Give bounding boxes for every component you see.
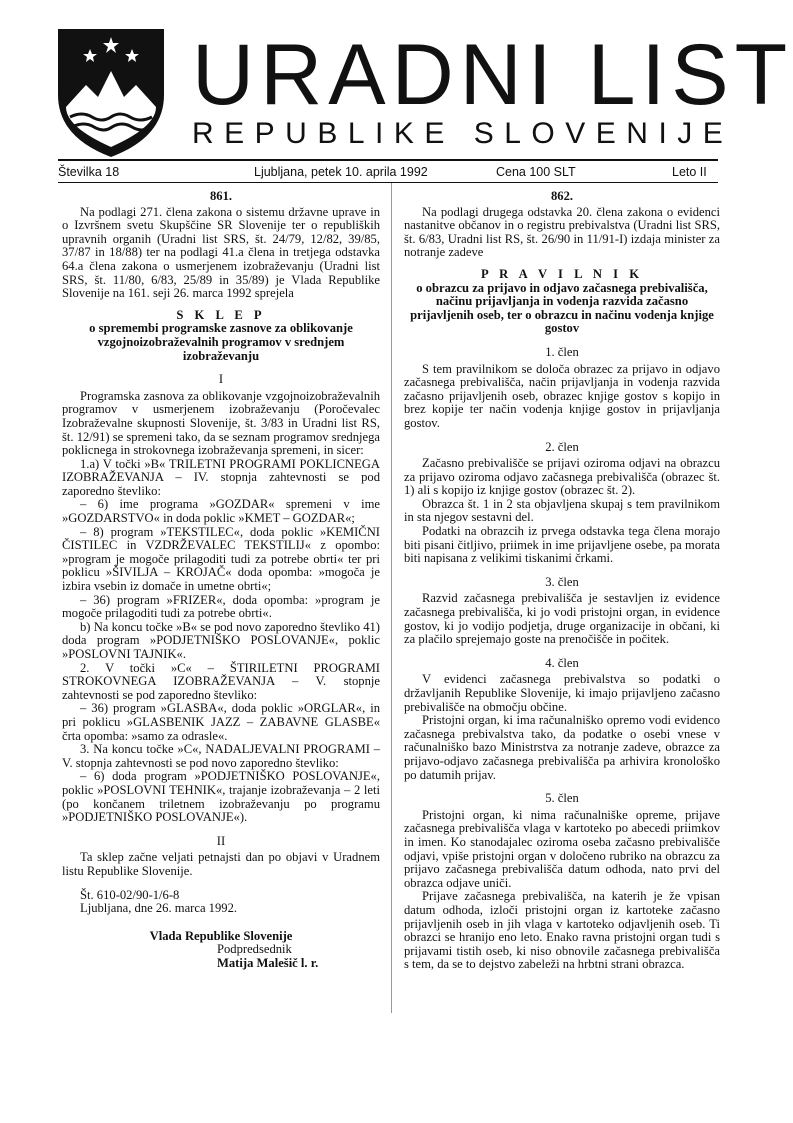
document-number: 861.	[209, 189, 233, 203]
issue-date: Ljubljana, dne 26. marca 1992.	[80, 901, 238, 916]
masthead-subtitle: REPUBLIKE SLOVENIJE	[192, 117, 734, 150]
paragraph: S tem pravilnikom se določa obrazec za prijavo in odjavo začasnega prebivališča, način prijavljanja in vodenja razvida začasno prijavljenih oseb, obrazec knjige gostov s kopijo in brez kopije ter način vodenja knjige gostov in prijavljanja gostov.	[404, 361, 720, 430]
paragraph: Pristojni organ, ki ima računalniško opremo vodi evidenco začasnega prebivalstva tako, da podatke o osebi vnese v računalniško bazo Ministrstva za notranje zadeve, obrazce za prijavo-odjavo začasnega prebivališča pa arhivira kronološko po datumih prijav.	[404, 713, 720, 782]
paragraph: Razvid začasnega prebivališča je sestavljen iz evidence začasnega prebivališča, ki jo vodi pristojni organ, in evidence gostov, ki jo vodijo podjetja, druge organizacije in občani, ki za plačilo sprejemajo goste na prenočišče in počitek.	[404, 591, 720, 647]
section-heading: I	[218, 372, 224, 387]
issue-number: Številka 18	[58, 165, 120, 179]
signatory-body: Vlada Republike Slovenije	[149, 928, 293, 943]
masthead-rule	[58, 159, 718, 161]
paragraph: 3. Na koncu točke »C«, NADALJEVALNI PROGRAMI – V. stopnja zahtevnosti se pod novo zaporedno števliko:	[62, 742, 380, 770]
paragraph: Obrazca št. 1 in 2 sta objavljena skupaj s tem pravilnikom in sta njegov sestavni del.	[404, 496, 720, 525]
preamble: Na podlagi drugega odstavka 20. člena zakona o evidenci nastanitve občanov in o registru prebivalstva (Uradni list SRS, št. 6/83, Uradni list RS, št. 26/90 in 11/91-I) izdaja minister za notranje zadeve	[404, 204, 720, 260]
document-number: 862.	[550, 189, 574, 203]
paragraph: Programska zasnova za oblikovanje vzgojnoizobraževalnih programov v usmerjenem izobraževanju (Poročevalec Izobraževalne skupnosti Slovenije, št. 3/83 in Uradni list RS, št. 12/91) se spremeni tako, da se seznam programov srednjega poklicnega in strokovnega izobraževanja spremeni, in sicer:	[62, 388, 380, 458]
paragraph: b) Na koncu točke »B« se pod novo zaporedno števliko 41) doda program »PODJETNIŠKO POSLOVANJE«, poklic »POSLOVNI TAJNIK«.	[62, 619, 380, 661]
paragraph: Prijave začasnega prebivališča, na katerih je že vpisan datum odhoda, izloči pristojni organ iz kartoteke začasno prijavljenih oseb in jih vlaga v kartoteko odjavljenih oseb. Ti obrazci se hranijo eno leto. Enako ravna pristojni organ tudi s prijavami tistih oseb, ki niso obnovile začasnega prebivališča s tem, da se to dejstvo zabeleži na hrbtni strani obrazca.	[404, 889, 720, 972]
paragraph: 1.a) V točki »B« TRILETNI PROGRAMI POKLICNEGA IZOBRAŽEVANJA – IV. stopnja zahtevnosti se pod zaporedno števliko:	[62, 456, 380, 498]
signatory-name: Matija Malešič l. r.	[217, 955, 319, 970]
price: Cena 100 SLT	[496, 165, 576, 179]
document-subtitle: o spremembi programske zasnove za oblikovanje vzgojnoizobraževalnih programov v srednjem izobraževanju	[89, 321, 353, 363]
right-column	[404, 190, 720, 972]
reference-number: Št. 610-02/90-1/6-8	[80, 887, 180, 902]
signatory-role: Podpredsednik	[217, 942, 292, 957]
paragraph: 2. V točki »C« – ŠTIRILETNI PROGRAMI STROKOVNEGA IZOBRAŽEVANJA – V. stopnje zahtevnosti se pod zaporedno števliko:	[62, 660, 380, 702]
year: Leto II	[672, 165, 707, 179]
section-heading: II	[216, 833, 226, 848]
article-heading: 2. člen	[545, 439, 579, 454]
left-column	[62, 190, 380, 970]
paragraph: Podatki na obrazcih iz prvega odstavka tega člena morajo biti pisani čitljivo, priimek in ime prijavljene osebe, pa morata biti napisana z velikimi tiskanimi črkami.	[404, 524, 720, 566]
masthead-title: URADNI LIST	[192, 27, 793, 123]
preamble: Na podlagi 271. člena zakona o sistemu državne uprave in o Izvršnem svetu Skupščine SR Slovenije ter o republiških upravnih organih (Uradni list SRS, št. 24/79, 12/82, 39/85, 37/87 in 18/88) ter na podlagi 41.a člena in tretjega odstavka 64.a člena zakona o usmerjenem izobraževanju (Uradni list SRS, št. 11/80, 6/83, 25/89 in 35/89) je Vlada Republike Slovenije na 161. seji 26. marca 1992 sprejela	[62, 204, 380, 301]
header-rule	[58, 182, 718, 183]
article-heading: 5. člen	[545, 791, 579, 806]
document-subtitle: o obrazcu za prijavo in odjavo začasnega prebivališča, načinu prijavljanja in vodenja razvida začasno prijavljenih oseb, ter o obrazcu in načinu vodenja knjige gostov	[410, 280, 714, 336]
paragraph: – 8) program »TEKSTILEC«, doda poklic »KEMIČNI ČISTILEC in VZDRŽEVALEC TEKSTILIJ« z opombo: »program je mogoče prilagoditi tudi za potrebe obrti« ter pri poklicu »ŠIVILJA – KROJAČ« doda opomba: »mogoča je izbira vsebin iz domače in umetne obrti«;	[62, 524, 380, 594]
paragraph: Začasno prebivališče se prijavi oziroma odjavi na obrazcu za prijavo oziroma odjavo začasnega prebivališča (obrazec št. 1) ali s kopijo iz knjige gostov (obrazec št. 2).	[404, 456, 720, 498]
article-heading: 4. člen	[545, 655, 579, 670]
article-heading: 3. člen	[545, 574, 579, 589]
paragraph: – 36) program »GLASBA«, doda poklic »ORGLAR«, in pri poklicu »GLASBENIK JAZZ – ZABAVNE GLASBE« črta opomba: »samo za odrasle«.	[62, 701, 380, 743]
document-title: P R A V I L N I K	[480, 266, 644, 281]
column-divider	[391, 183, 392, 1013]
article-heading: 1. člen	[545, 344, 579, 359]
place-date: Ljubljana, petek 10. aprila 1992	[254, 165, 428, 179]
paragraph: Pristojni organ, ki nima računalniške opreme, prijave začasnega prebivališča vlaga v kartoteko po abecedi priimkov in imen. Ko stanodajalec oziroma oseba začasno prebivališče odjavi, vpiše pristojni organ v določeno rubriko na obrazcu za prijavo začasnega prebivališča datum odhoda, nato prvi del obrazca odjave uniči.	[404, 807, 720, 890]
paragraph: – 36) program »FRIZER«, doda opomba: »program je mogoče prilagoditi tudi za potrebe obrti«.	[62, 592, 380, 621]
paragraph: – 6) ime programa »GOZDAR« spremeni v ime »GOZDARSTVO« in doda poklic »KMET – GOZDAR«;	[62, 497, 380, 526]
paragraph: V evidenci začasnega prebivalstva so podatki o državljanih Republike Slovenije, ki imajo prijavljeno začasno prebivališče na območju občine.	[404, 672, 720, 714]
paragraph: Ta sklep začne veljati petnajsti dan po objavi v Uradnem listu Republike Slovenije.	[62, 850, 380, 878]
coat-of-arms-icon	[52, 25, 170, 160]
document-title: S K L E P	[176, 307, 266, 322]
paragraph: – 6) doda program »PODJETNIŠKO POSLOVANJE«, poklic »POSLOVNI TEHNIK«, trajanje izobraževanja – 2 leti (po končanem triletnem izobraževanju po programu »PODJETNIŠKO POSLOVANJE«).	[62, 769, 380, 825]
